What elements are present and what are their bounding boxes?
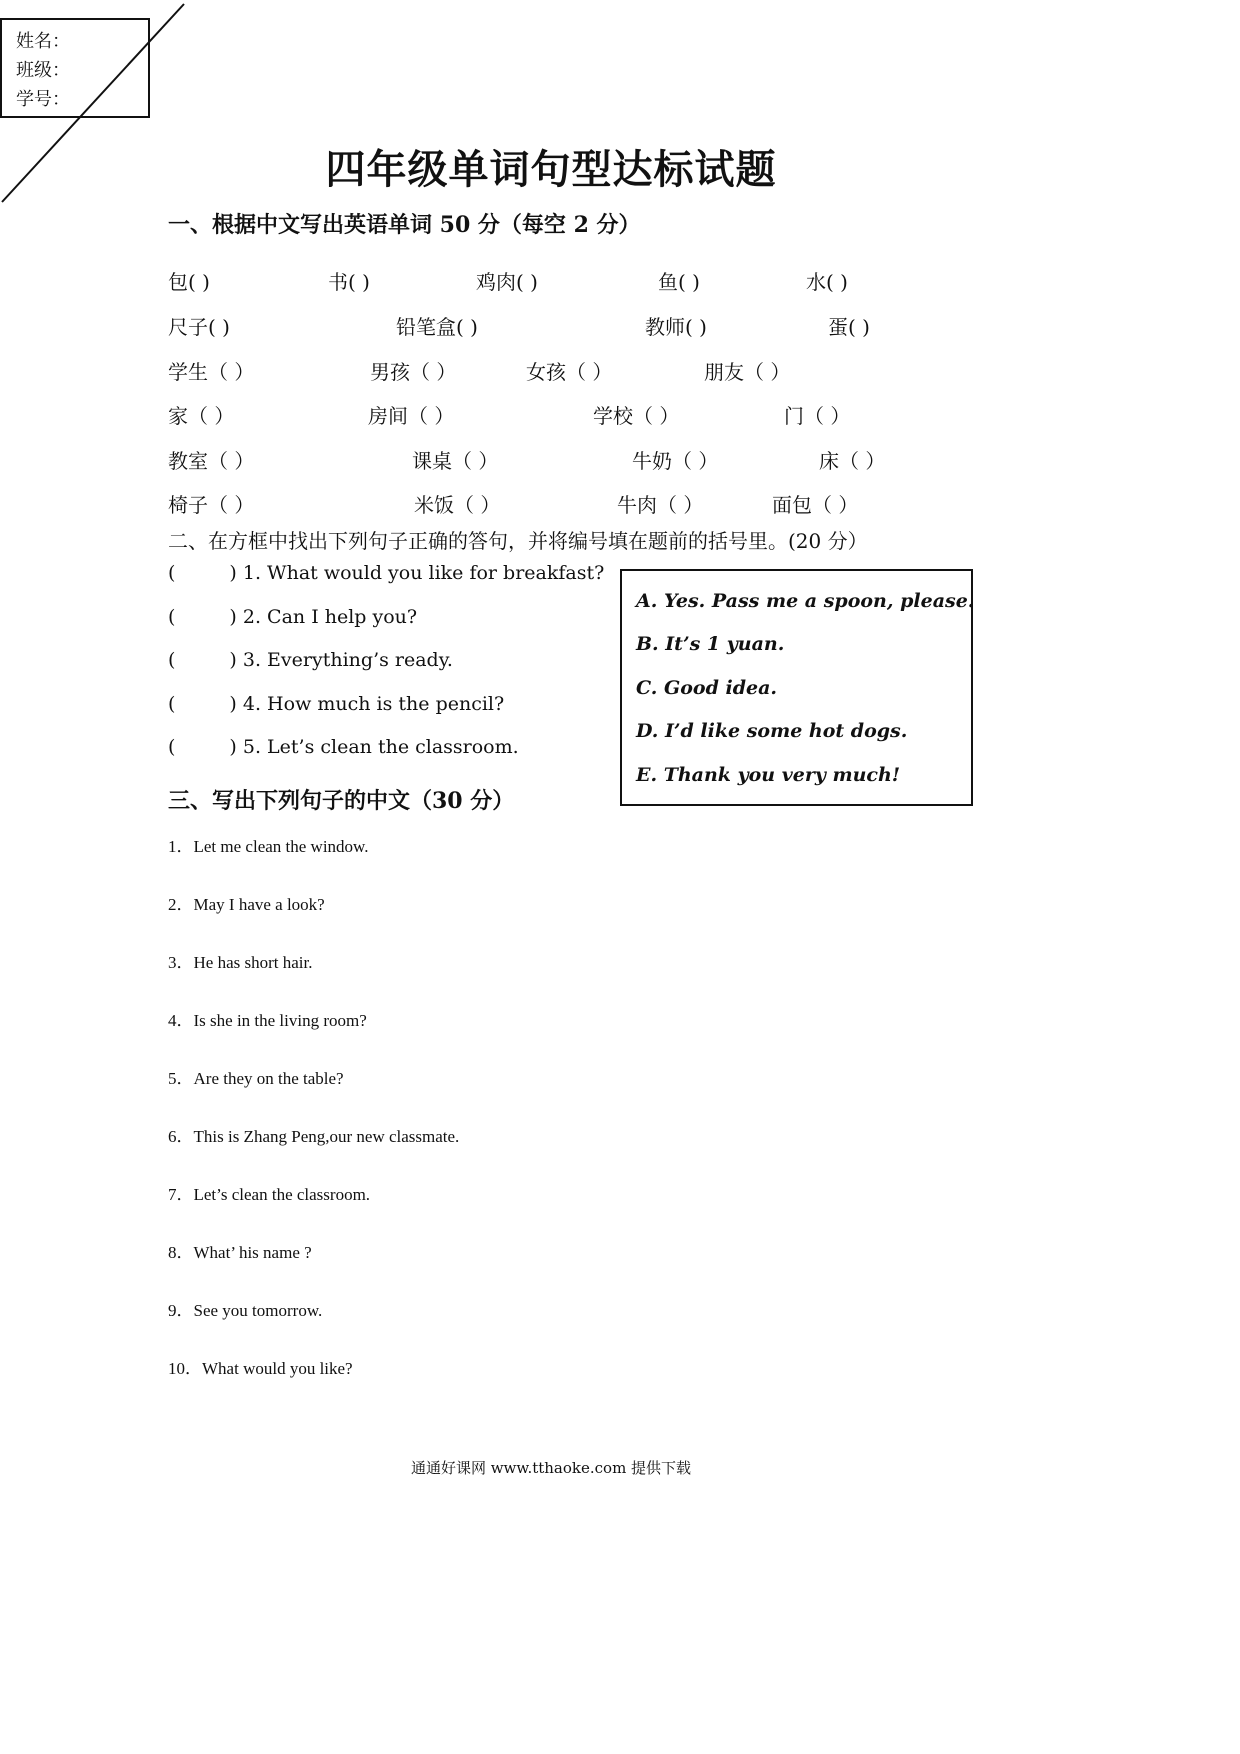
vocab-item: 女孩（ ） [526, 360, 613, 384]
answer-blank-close: ) [229, 606, 237, 628]
vocab-item: 家（ ） [168, 404, 235, 428]
answer-blank-open: ( [168, 606, 176, 628]
matching-question [168, 562, 604, 584]
vocab-item: 教室（ ） [168, 449, 255, 473]
vocab-item: 牛奶（ ） [632, 449, 719, 473]
vocab-item: 课桌（ ） [412, 449, 499, 473]
answer-option: A. Yes. Pass me a spoon, please. [636, 590, 975, 612]
answer-blank-open: ( [168, 649, 176, 671]
translation-item: 6．This is Zhang Peng,our new classmate. [168, 1127, 460, 1146]
vocab-item: 房间（ ） [368, 404, 455, 428]
section2-heading: 二、在方框中找出下列句子正确的答句，并将编号填在题前的括号里。(20 分） [168, 529, 868, 553]
page-title: 四年级单词句型达标试题 [325, 146, 777, 193]
answer-blank-open: ( [168, 693, 176, 715]
answer-blank-open: ( [168, 562, 176, 584]
vocab-item: 蛋( ) [828, 315, 870, 339]
vocab-item: 铅笔盒( ) [396, 315, 478, 339]
question-text: 5. Let’s clean the classroom. [242, 736, 519, 758]
vocab-item: 牛肉（ ） [617, 493, 704, 517]
question-text: 2. Can I help you? [242, 606, 418, 628]
vocab-item: 教师( ) [645, 315, 707, 339]
matching-question [168, 736, 519, 758]
vocab-item: 米饭（ ） [414, 493, 501, 517]
translation-item: 10．What would you like? [168, 1359, 353, 1378]
translation-item: 8．What’ his name ? [168, 1243, 312, 1262]
vocab-item: 面包（ ） [772, 493, 859, 517]
question-text: 1. What would you like for breakfast? [242, 562, 605, 584]
translation-item: 7．Let’s clean the classroom. [168, 1185, 371, 1204]
vocab-item: 鱼( ) [658, 270, 700, 294]
answer-blank-close: ) [229, 736, 237, 758]
vocab-item: 椅子（ ） [168, 493, 255, 517]
vocab-item: 包( ) [168, 270, 210, 294]
vocab-item: 水( ) [806, 270, 848, 294]
answer-option: C. Good idea. [636, 677, 778, 699]
vocab-item: 学生（ ） [168, 360, 255, 384]
matching-question [168, 649, 453, 671]
answer-blank-close: ) [229, 562, 237, 584]
answer-option: E. Thank you very much! [636, 764, 901, 786]
section3-heading: 三、写出下列句子的中文（30 分） [168, 788, 515, 814]
answer-blank-open: ( [168, 736, 176, 758]
matching-question [168, 606, 417, 628]
answer-blank-close: ) [229, 649, 237, 671]
vocab-item: 学校（ ） [593, 404, 680, 428]
answer-options-box [620, 569, 973, 806]
vocab-item: 鸡肉( ) [476, 270, 538, 294]
translation-item: 5．Are they on the table? [168, 1069, 344, 1088]
translation-item: 2．May I have a look? [168, 895, 325, 914]
answer-option: D. I’d like some hot dogs. [636, 720, 908, 742]
vocab-item: 门（ ） [784, 404, 851, 428]
name-label: 姓名： [16, 31, 70, 52]
vocab-item: 尺子( ) [168, 315, 230, 339]
vocab-item: 男孩（ ） [370, 360, 457, 384]
translation-item: 1．Let me clean the window. [168, 837, 369, 856]
matching-question [168, 693, 504, 715]
vocab-item: 床（ ） [819, 449, 886, 473]
translation-item: 3．He has short hair. [168, 953, 313, 972]
translation-item: 9．See you tomorrow. [168, 1301, 323, 1320]
translation-item: 4．Is she in the living room? [168, 1011, 367, 1030]
class-label: 班级： [16, 60, 70, 81]
question-text: 3. Everything’s ready. [242, 649, 453, 671]
answer-option: B. It’s 1 yuan. [636, 633, 785, 655]
section1-heading: 一、根据中文写出英语单词 50 分（每空 2 分） [168, 212, 641, 238]
vocab-item: 朋友（ ） [704, 360, 791, 384]
answer-blank-close: ) [229, 693, 237, 715]
question-text: 4. How much is the pencil? [242, 693, 505, 715]
page-footer: 通通好课网 www.tthaoke.com 提供下载 [410, 1459, 692, 1477]
student-id-label: 学号： [16, 89, 70, 110]
vocab-item: 书( ) [328, 270, 370, 294]
